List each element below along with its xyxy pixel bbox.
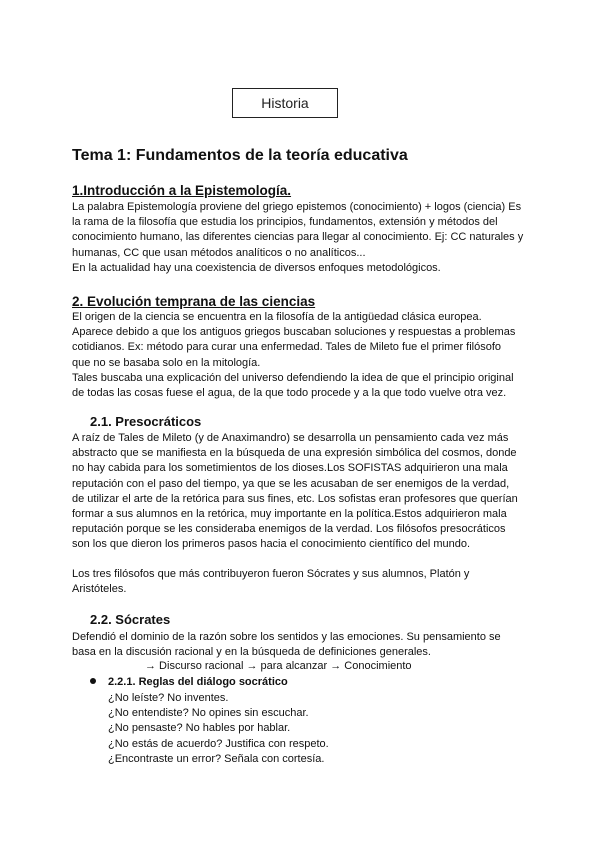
text-line: reputación porque se les consideraba enemigos de la verdad. Los filósofos presocráticos — [72, 523, 506, 536]
text-line: formar a sus alumnos en la retórica, muy importante en la política.Estos adquirieron mala — [72, 508, 507, 521]
section21-heading: 2.1. Presocráticos — [90, 414, 202, 429]
section22-heading: 2.2. Sócrates — [90, 612, 171, 627]
text-line: cotidianos. Ex: método para curar una enfermedad. Tales de Mileto fue el primer filósofo — [72, 341, 502, 354]
text-line: Los tres filósofos que más contribuyeron fueron Sócrates y sus alumnos, Platón y — [72, 568, 470, 580]
text-line: reputación con el paso del tiempo, ya que se les acusaban de ser enemigos de la verdad, — [72, 477, 510, 490]
rule-line: ¿Encontraste un error? Señala con cortesía. — [108, 752, 325, 765]
text-line: Defendió el dominio de la razón sobre los sentidos y las emociones. Su pensamiento se — [72, 631, 501, 643]
text-line: En la actualidad hay una coexistencia de diversos enfoques metodológicos. — [72, 261, 441, 274]
section21-paragraph — [72, 431, 532, 553]
text-line: Aristóteles. — [72, 583, 127, 596]
text-line: de todas las cosas fuese el agua, de la que todo procede y a la que todo vuelve otra vez. — [72, 387, 507, 400]
section1-paragraph — [72, 200, 532, 276]
bullet-dot-icon — [90, 678, 96, 684]
document-title: Tema 1: Fundamentos de la teoría educativa — [72, 147, 408, 164]
text-line: El origen de la ciencia se encuentra en la filosofía de la antigüedad clásica europea. — [72, 311, 482, 323]
flow-line: → Discurso racional → para alcanzar → Conocimiento — [145, 660, 412, 672]
text-line: la rama de la filosofía que estudia los principios, fundamentos, extensión y métodos del — [72, 216, 498, 229]
rule-line: ¿No pensaste? No hables por hablar. — [108, 722, 291, 735]
rule-line: ¿No estás de acuerdo? Justifica con respeto. — [108, 737, 329, 750]
header-box: Historia — [232, 88, 338, 118]
section21-after-paragraph — [72, 567, 532, 597]
text-line: Aparece debido a que los antiguos griegos buscaban soluciones y respuestas a problemas — [72, 326, 516, 339]
section22-paragraph — [72, 630, 532, 660]
rule-line: ¿No entendiste? No opines sin escuchar. — [108, 707, 309, 720]
text-line: A raíz de Tales de Mileto (y de Anaximandro) se desarrolla un pensamiento cada vez más — [72, 432, 509, 444]
bullet-item — [90, 676, 288, 688]
text-line: conocimiento humano, las diferentes ciencias para llegar al conocimiento. Ej: CC naturales y — [72, 231, 524, 244]
text-line: La palabra Epistemología proviene del griego epistemos (conocimiento) + logos (ciencia) Es — [72, 201, 522, 213]
bullet-label: 2.2.1. Reglas del diálogo socrático — [108, 676, 288, 688]
section2-paragraph — [72, 310, 532, 401]
text-line: Tales buscaba una explicación del universo defendiendo la idea de que el principio original — [72, 371, 514, 384]
section2-heading: 2. Evolución temprana de las ciencias — [72, 294, 316, 309]
text-line: de utilizar el arte de la retórica para sus fines, etc. Los sofistas eran profesores que querían — [72, 492, 518, 505]
rules-list — [108, 691, 329, 767]
rule-line: ¿No leíste? No inventes. — [108, 692, 229, 704]
text-line: abstracto que se manifiesta en la búsqueda de una expresión simbólica del cosmos, donde — [72, 447, 517, 460]
section1-heading: 1.Introducción a la Epistemología. — [72, 183, 292, 198]
text-line: basa en la discusión racional y en la búsqueda de definiciones generales. — [72, 646, 431, 659]
text-line: son los que dieron los primeros pasos hacia el conocimiento científico del mundo. — [72, 538, 471, 551]
text-line: que no se basaba solo en la mitología. — [72, 356, 261, 369]
text-line: no hay cabida para los sometimientos de los dioses.Los SOFISTAS adquirieron una mala — [72, 462, 508, 475]
text-line: humanas, CC que usan métodos analíticos o no analíticos... — [72, 246, 366, 259]
